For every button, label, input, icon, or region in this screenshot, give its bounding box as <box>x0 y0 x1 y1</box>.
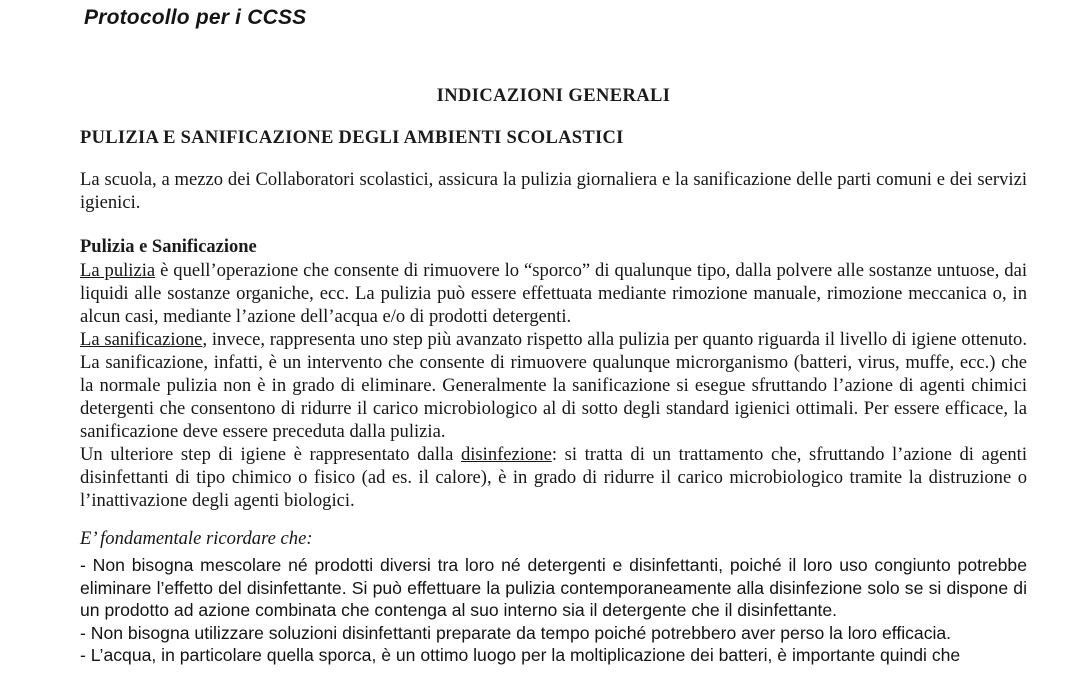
paragraph-intro: La scuola, a mezzo dei Collaboratori scolastici, assicura la pulizia giornaliera e la sanificazione delle parti comuni e dei servizi igienici. <box>80 169 1027 213</box>
paragraph-disinfezione-text: : si tratta di un trattamento che, sfruttando l’azione di agenti disinfettanti di tipo chimico o fisico (ad es. il calore), è in grado di ridurre il carico microbiologico tramite la distruzione o l’inattivazione degli agenti biologici. <box>80 444 1027 511</box>
reminder-heading: E’ fondamentale ricordare che: <box>80 528 313 549</box>
document-header-title: Protocollo per i CCSS <box>84 6 307 29</box>
bullet-item-dirty-water: - L’acqua, in particolare quella sporca, è un ottimo luogo per la moltiplicazione dei batteri, è importante quindi che <box>80 645 961 666</box>
section-title: INDICAZIONI GENERALI <box>436 86 671 106</box>
paragraph-sanificazione <box>80 328 1027 443</box>
underlined-term-la-pulizia: La pulizia <box>80 260 156 281</box>
bullet-list <box>80 554 1027 667</box>
paragraph-disinfezione-lead: Un ulteriore step di igiene è rappresentato dalla <box>80 444 461 465</box>
bullet-item-no-mixing: - Non bisogna mescolare né prodotti diversi tra loro né detergenti e disinfettanti, poiché il loro uso congiunto potrebbe eliminare l’effetto del disinfettante. Si può effettuare la pulizia contemporaneamente alla disinfezione solo se si dispone di un prodotto ad azione combinata che contenga al suo interno sia il detergente che il disinfettante. <box>80 555 1027 621</box>
bullet-item-old-solutions: - Non bisogna utilizzare soluzioni disinfettanti preparate da tempo poiché potrebbero aver perso la loro efficacia. <box>80 622 952 643</box>
paragraph-disinfezione <box>80 443 1027 512</box>
paragraph-pulizia <box>80 259 1027 328</box>
main-heading: PULIZIA E SANIFICAZIONE DEGLI AMBIENTI SCOLASTICI <box>80 128 624 148</box>
underlined-term-disinfezione: disinfezione <box>460 444 552 465</box>
paragraph-sanificazione-text: , invece, rappresenta uno step più avanzato rispetto alla pulizia per quanto riguarda il livello di igiene ottenuto. La sanificazione, infatti, è un intervento che consente di rimuovere qualunque microrganismo (batteri, virus, muffe, ecc.) che la normale pulizia non è in grado di eliminare. Generalmente la sanificazione si esegue sfruttando l’azione di agenti chimici detergenti che consentono di ridurre il carico microbiologico al di sotto degli standard igienici ottimali. Per essere efficace, la sanificazione deve essere preceduta dalla pulizia. <box>80 329 1027 442</box>
paragraph-pulizia-text: è quell’operazione che consente di rimuovere lo “sporco” di qualunque tipo, dalla polvere alle sostanze untuose, dai liquidi alle sostanze organiche, ecc. La pulizia può essere effettuata mediante rimozione manuale, rimozione meccanica o, in alcun casi, mediante l’azione dell’acqua e/o di prodotti detergenti. <box>80 260 1027 327</box>
subheading-pulizia-e-sanificazione: Pulizia e Sanificazione <box>80 237 257 257</box>
underlined-term-la-sanificazione: La sanificazione <box>80 329 203 350</box>
